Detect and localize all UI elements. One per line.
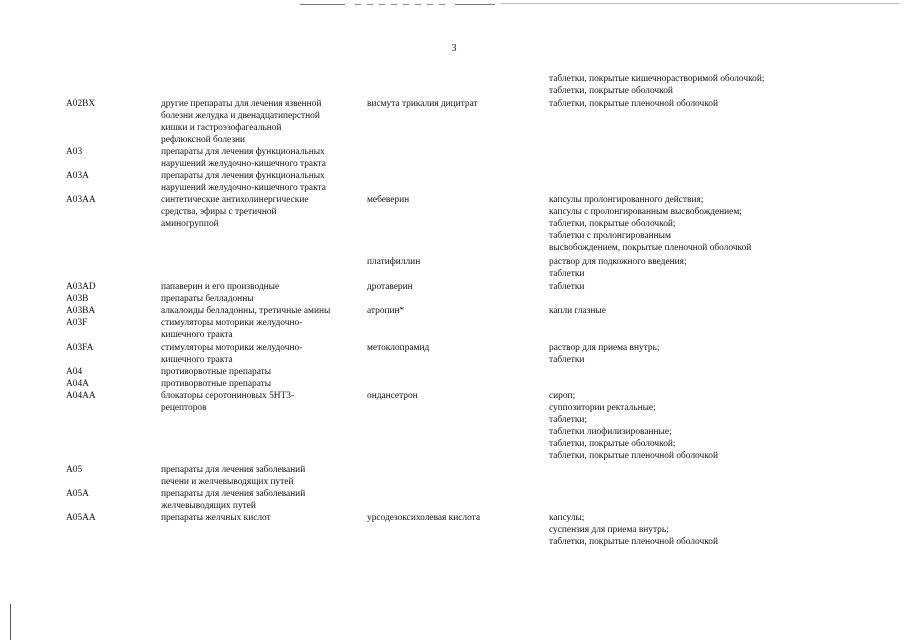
group-cell (161, 146, 361, 170)
group-line: синтетические антихолинергические (161, 195, 309, 205)
group-line: блокаторы серотониновых 5HT3- (161, 391, 295, 401)
inn-line: платифиллин (367, 257, 421, 267)
forms-line: капсулы пролонгированного действия; (549, 195, 704, 205)
group-line: нарушений желудочно-кишечного тракта (161, 183, 326, 193)
inn-cell (367, 98, 542, 110)
inn-cell (367, 305, 542, 317)
forms-line: высвобождением, покрытые пленочной оболочкой (549, 243, 752, 253)
inn-cell (367, 281, 542, 293)
forms-cell (549, 342, 849, 366)
forms-line: капли глазные (549, 306, 606, 316)
forms-line: таблетки лиофилизированные; (549, 427, 672, 437)
forms-line: таблетки, покрытые оболочкой; (549, 439, 676, 449)
atc-code-cell: A03BA (66, 306, 96, 316)
forms-cell (549, 194, 849, 254)
forms-line: капсулы; (549, 513, 585, 523)
forms-cell (549, 281, 849, 293)
group-cell (161, 366, 361, 378)
forms-line: суспензия для приема внутрь; (549, 525, 669, 535)
group-cell (161, 464, 361, 488)
forms-line: суппозитории ректальные; (549, 403, 656, 413)
group-line: кишки и гастроэзофагеальной (161, 123, 282, 133)
atc-code-cell: A05A (66, 489, 89, 499)
inn-line: мебеверин (367, 195, 410, 205)
forms-cell (549, 512, 849, 548)
inn-cell (367, 390, 542, 402)
forms-line: таблетки, покрытые пленочной оболочкой (549, 451, 718, 461)
forms-line: таблетки, покрытые кишечнорастворимой оболочкой; (549, 74, 765, 84)
forms-line: таблетки, покрытые оболочкой; (549, 219, 676, 229)
inn-cell (367, 256, 542, 268)
group-cell (161, 293, 361, 305)
page-number: 3 (451, 43, 457, 54)
scan-margin-mark (10, 604, 11, 640)
group-line: болезни желудка и двенадцатиперстной (161, 111, 320, 121)
group-line: стимуляторы моторики желудочно- (161, 318, 303, 328)
group-line: желчевыводящих путей (161, 501, 256, 511)
atc-code-cell: A04 (66, 367, 83, 377)
inn-cell (367, 194, 542, 206)
atc-code-cell: A02BX (66, 99, 96, 109)
group-line: папаверин и его производные (161, 282, 280, 292)
scan-artifact-line (455, 4, 495, 5)
group-cell (161, 342, 361, 366)
forms-line: раствор для подкожного введения; (549, 257, 687, 267)
forms-line: раствор для приема внутрь; (549, 343, 660, 353)
inn-line: ондансетрон (367, 391, 418, 401)
forms-line: таблетки (549, 355, 585, 365)
group-line: нарушений желудочно-кишечного тракта (161, 159, 326, 169)
group-line: кишечного тракта (161, 330, 233, 340)
group-cell (161, 512, 361, 524)
inn-line: атропин* (367, 306, 405, 316)
group-line: средства, эфиры с третичной (161, 207, 277, 217)
scan-artifact-line (355, 4, 450, 5)
inn-line: дротаверин (367, 282, 413, 292)
group-line: препараты для лечения заболеваний (161, 489, 306, 499)
forms-line: капсулы с пролонгированным высвобождением; (549, 207, 742, 217)
group-cell (161, 281, 361, 293)
forms-cell (549, 256, 849, 280)
group-cell (161, 390, 361, 414)
atc-code-cell: A03B (66, 294, 89, 304)
group-line: противорвотные препараты (161, 367, 272, 377)
group-line: противорвотные препараты (161, 379, 272, 389)
group-line: рефлюксной болезни (161, 135, 246, 145)
group-line: кишечного тракта (161, 355, 233, 365)
forms-line: таблетки (549, 269, 585, 279)
atc-code-cell: A05AA (66, 513, 96, 523)
group-line: печени и желчевыводящих путей (161, 477, 294, 487)
atc-code-cell: A04A (66, 379, 89, 389)
group-cell (161, 170, 361, 194)
group-line: препараты белладонны (161, 294, 254, 304)
atc-code-cell: A03A (66, 171, 89, 181)
forms-line: таблетки с пролонгированным (549, 231, 671, 241)
group-cell (161, 305, 361, 317)
inn-cell (367, 512, 542, 524)
forms-cell (549, 73, 849, 97)
group-line: препараты желчных кислот (161, 513, 271, 523)
forms-line: сироп; (549, 391, 576, 401)
inn-cell (367, 342, 542, 354)
atc-code-cell: A05 (66, 465, 83, 475)
atc-code-cell: A04AA (66, 391, 96, 401)
forms-line: таблетки (549, 282, 585, 292)
group-line: препараты для лечения заболеваний (161, 465, 306, 475)
atc-code-cell: A03F (66, 318, 88, 328)
group-cell (161, 98, 361, 146)
group-line: рецепторов (161, 403, 207, 413)
inn-line: метоклопрамид (367, 343, 430, 353)
atc-code-cell: A03 (66, 147, 83, 157)
group-cell (161, 194, 361, 230)
atc-code-cell: A03AA (66, 195, 96, 205)
group-cell (161, 317, 361, 341)
group-line: препараты для лечения функциональных (161, 147, 325, 157)
atc-code-cell: A03FA (66, 343, 94, 353)
forms-line: таблетки; (549, 415, 588, 425)
forms-line: таблетки, покрытые оболочкой (549, 86, 673, 96)
inn-line: висмута трикалия дицитрат (367, 99, 478, 109)
forms-cell (549, 390, 849, 462)
group-line: аминогруппой (161, 219, 219, 229)
group-line: алкалоиды белладонны, третичные амины (161, 306, 331, 316)
forms-cell (549, 98, 849, 110)
forms-cell (549, 305, 849, 317)
group-cell (161, 378, 361, 390)
scan-artifact-line (300, 4, 345, 5)
group-line: другие препараты для лечения язвенной (161, 99, 322, 109)
group-line: препараты для лечения функциональных (161, 171, 325, 181)
forms-line: таблетки, покрытые пленочной оболочкой (549, 99, 718, 109)
inn-line: урсодезоксихолевая кислота (367, 513, 481, 523)
forms-line: таблетки, покрытые пленочной оболочкой (549, 537, 718, 547)
group-cell (161, 488, 361, 512)
group-line: стимуляторы моторики желудочно- (161, 343, 303, 353)
atc-code-cell: A03AD (66, 282, 96, 292)
scan-artifact-line (500, 3, 900, 4)
